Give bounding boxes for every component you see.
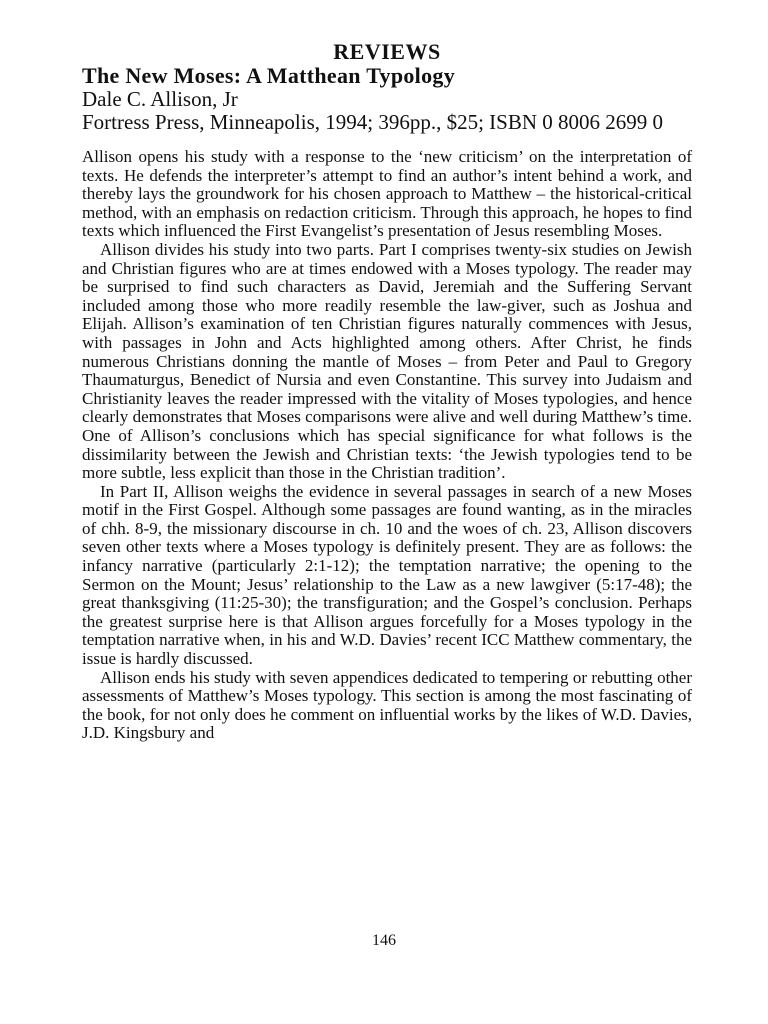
- review-page: [82, 40, 692, 743]
- paragraph-3: In Part II, Allison weighs the evidence in several passages in search of a new Moses motif in the First Gospel. Although some passages are found wanting, as in the miracles of chh. 8-9, the missionary discourse in ch. 10 and the woes of ch. 23, Allison discovers seven other texts where a Moses typology is definitely present. They are as follows: the infancy narrative (particularly 2:1-12); the temptation narrative; the opening to the Sermon on the Mount; Jesus’ relationship to the Law as a new lawgiver (5:17-48); the great thanksgiving (11:25-30); the transfiguration; and the Gospel’s conclusion. Perhaps the greatest surprise here is that Allison argues forcefully for a Moses typology in the temptation narrative when, in his and W.D. Davies’ recent ICC Matthew commentary, the issue is hardly discussed.: [82, 481, 692, 669]
- review-body: [82, 148, 692, 743]
- book-title: The New Moses: A Matthean Typology: [82, 63, 455, 88]
- paragraph-1: Allison opens his study with a response to the ‘new criticism’ on the interpretation of texts. He defends the interpreter’s attempt to find an author’s intent behind a work, and thereby lays the groundwork for his chosen approach to Matthew – the historical-critical method, with an emphasis on redaction criticism. Through this approach, he hopes to find texts which influenced the First Evangelist’s presentation of Jesus resembling Moses.: [82, 147, 692, 241]
- page-number: 146: [372, 932, 396, 949]
- section-heading: REVIEWS: [333, 39, 441, 64]
- paragraph-2: Allison divides his study into two parts. Part I comprises twenty-six studies on Jewish and Christian figures who are at times endowed with a Moses typology. The reader may be surprised to find such characters as David, Jeremiah and the Suffering Servant included among those who more readily resemble the law-giver, such as Joshua and Elijah. Allison’s examination of ten Christian figures naturally commences with Jesus, with passages in John and Acts highlighted among others. After Christ, he finds numerous Christians donning the mantle of Moses – from Peter and Paul to Gregory Thaumaturgus, Benedict of Nursia and even Constantine. This survey into Judaism and Christianity leaves the reader impressed with the vitality of Moses typologies, and hence clearly demonstrates that Moses comparisons were alive and well during Matthew’s time. One of Allison’s conclusions which has special significance for what follows is the dissimilarity between the Jewish and Christian texts: ‘the Jewish typologies tend to be more subtle, less explicit than those in the Christian tradition’.: [82, 239, 692, 483]
- paragraph-4: Allison ends his study with seven appendices dedicated to tempering or rebutting other assessments of Matthew’s Moses typology. This section is among the most fascinating of the book, for not only does he comment on influential works by the likes of W.D. Davies, J.D. Kingsbury and: [82, 667, 692, 743]
- book-author: Dale C. Allison, Jr: [82, 87, 238, 111]
- book-publisher-line: Fortress Press, Minneapolis, 1994; 396pp., $25; ISBN 0 8006 2699 0: [82, 110, 664, 134]
